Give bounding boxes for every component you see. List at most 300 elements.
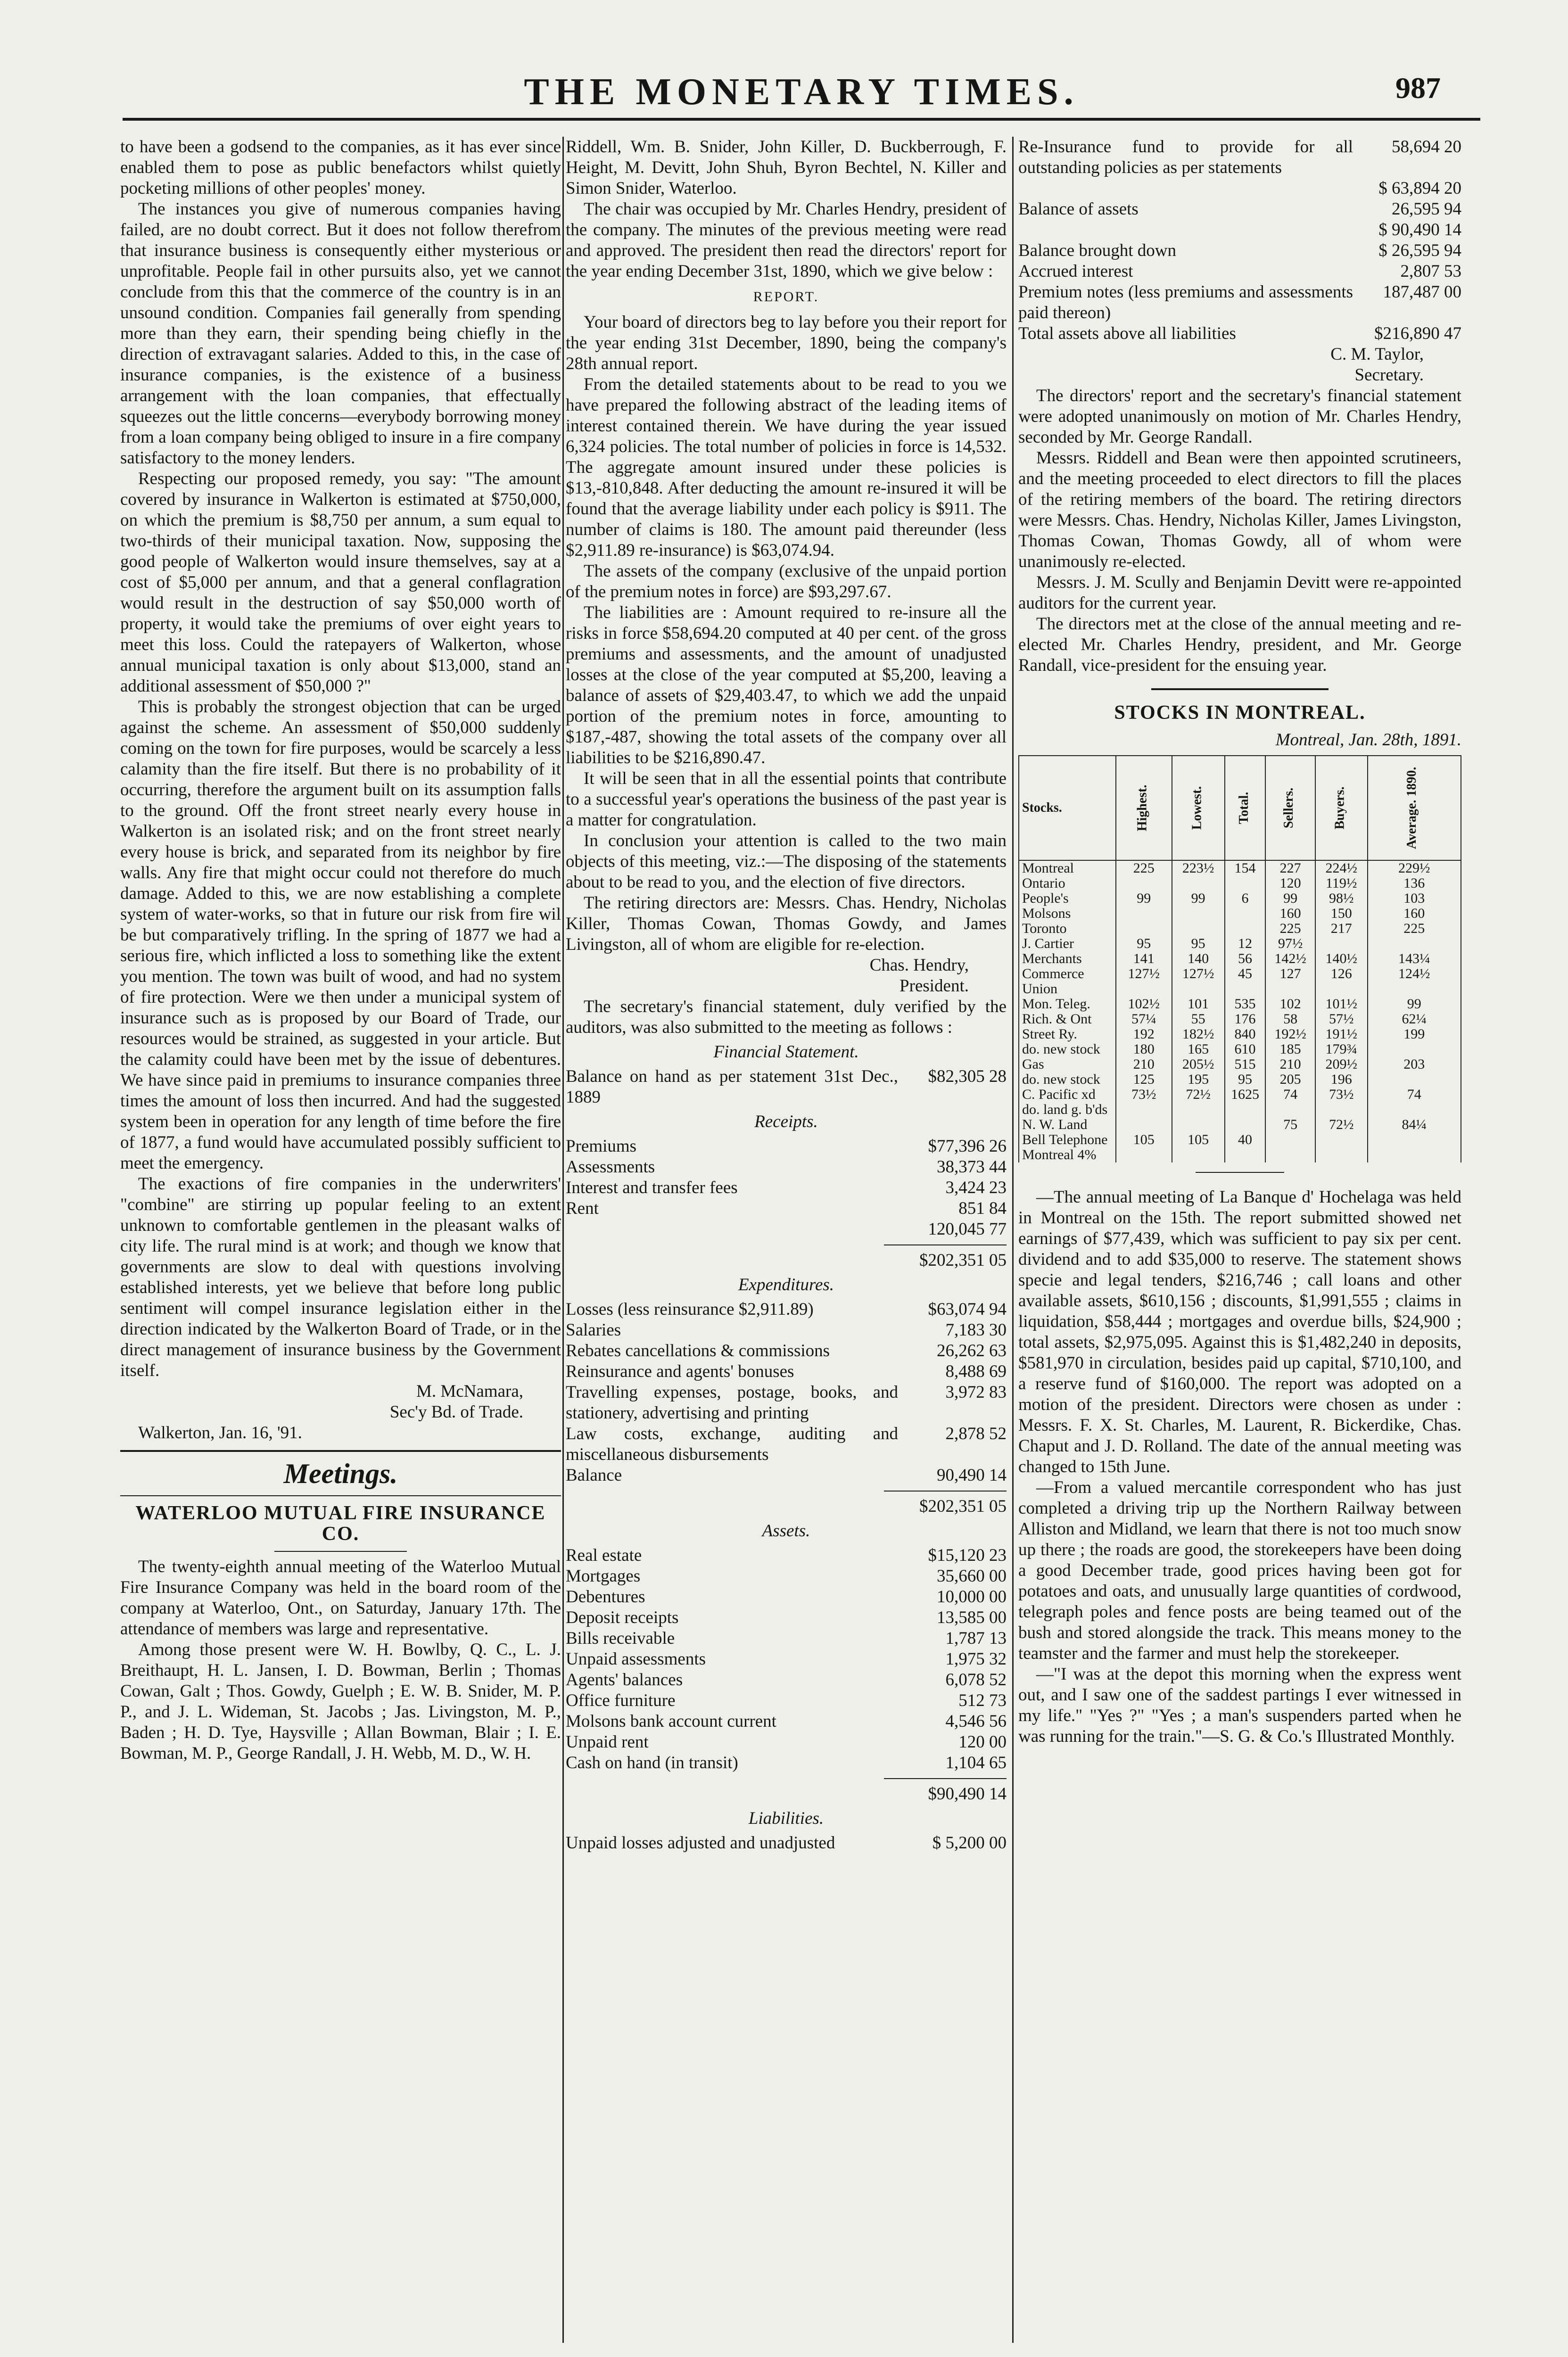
stock-name-cell: Gas bbox=[1019, 1057, 1116, 1072]
ledger-amount: $202,351 05 bbox=[919, 1497, 1007, 1516]
section-rule bbox=[1151, 688, 1329, 690]
ledger-amount: $90,490 14 bbox=[928, 1784, 1007, 1804]
ledger-label: Balance bbox=[566, 1466, 622, 1485]
ledger-label: Mortgages bbox=[566, 1566, 641, 1586]
stock-value-cell: 180 bbox=[1116, 1042, 1172, 1057]
stock-value-cell: 126 bbox=[1315, 966, 1368, 981]
stock-value-cell: 98½ bbox=[1315, 891, 1368, 906]
table-row bbox=[1019, 1012, 1461, 1027]
stock-value-cell: 229½ bbox=[1368, 860, 1461, 876]
stock-value-cell: 160 bbox=[1368, 906, 1461, 921]
stock-name-cell: Street Ry. bbox=[1019, 1027, 1116, 1042]
table-row bbox=[1019, 1027, 1461, 1042]
stock-value-cell: 225 bbox=[1116, 860, 1172, 876]
stock-name-cell: Montreal bbox=[1019, 860, 1116, 876]
stock-value-cell: 192½ bbox=[1265, 1027, 1315, 1042]
column-divider-1 bbox=[562, 137, 564, 2343]
stock-value-cell: 73½ bbox=[1315, 1087, 1368, 1102]
stock-value-cell bbox=[1315, 1147, 1368, 1162]
ledger-amount: 10,000 00 bbox=[937, 1587, 1007, 1607]
stocks-column-header-label: Sellers. bbox=[1281, 787, 1296, 829]
paragraph: The directors met at the close of the annual meeting and re-elected Mr. Charles Hendry, president, and Mr. George Randall, vice-president for the ensuing year. bbox=[1018, 614, 1461, 675]
ledger-line bbox=[566, 1607, 1007, 1628]
ledger-amount: 3,424 23 bbox=[945, 1178, 1007, 1197]
stock-value-cell: 209½ bbox=[1315, 1057, 1368, 1072]
stock-value-cell bbox=[1225, 981, 1266, 997]
ledger-amount: $63,074 94 bbox=[928, 1300, 1007, 1319]
stock-value-cell: 55 bbox=[1172, 1012, 1225, 1027]
ledger-amount: 13,585 00 bbox=[937, 1608, 1007, 1627]
table-row bbox=[1019, 1102, 1461, 1117]
ledger-label: Total assets above all liabilities bbox=[1018, 324, 1236, 343]
stock-value-cell: 205 bbox=[1265, 1072, 1315, 1087]
paragraph: The twenty-eighth annual meeting of the Waterloo Mutual Fire Insurance Company was held in the board room of the company at Waterloo, Ont., on Saturday, January 17th. The attendance of members was large and representative. bbox=[120, 1557, 561, 1639]
stocks-column-header-label: Lowest. bbox=[1189, 786, 1204, 830]
stocks-column-header-label: Buyers. bbox=[1332, 786, 1347, 830]
stocks-date: Montreal, Jan. 28th, 1891. bbox=[1275, 730, 1461, 750]
ledger-label: Bills receivable bbox=[566, 1629, 675, 1648]
stock-value-cell bbox=[1265, 1102, 1315, 1117]
stock-value-cell bbox=[1265, 1132, 1315, 1147]
ledger-rule bbox=[884, 1244, 1007, 1245]
ledger-amount: 58,694 20 bbox=[1392, 137, 1461, 157]
stock-name-cell: Commerce bbox=[1019, 966, 1116, 981]
ledger-amount: 2,807 53 bbox=[1400, 262, 1461, 281]
ledger-line bbox=[566, 1382, 1007, 1424]
paragraph: Messrs. J. M. Scully and Benjamin Devitt were re-appointed auditors for the current year. bbox=[1018, 573, 1461, 613]
paragraph: The assets of the company (exclusive of the unpaid portion of the premium notes in force) are $93,297.67. bbox=[566, 561, 1007, 602]
report-heading: REPORT. bbox=[753, 289, 819, 305]
stocks-column-header bbox=[1368, 756, 1461, 860]
stock-value-cell: 72½ bbox=[1315, 1117, 1368, 1132]
paragraph: From the detailed statements about to be read to you we have prepared the following abstract of the leading items of interest contained therein. We have during the year issued 6,324 policies. The total number of policies in force is 14,532. The aggregate amount insured under these policies is $13,-810,848. After deducting the amount re-insured it will be found that the average liability under each policy is $911. The number of claims is 180. The amount paid thereunder (less $2,911.89 re-insurance) is $63,074.94. bbox=[566, 375, 1007, 560]
paragraph: The instances you give of numerous companies having failed, are no doubt correct. But it does not follow therefrom that insurance business is consequently either mysterious or unprofitable. People fail in other pursuits also, yet we cannot conclude from this that the commerce of the country is in an unsound condition. Companies fail generally from spending more than they earn, their spending being chiefly in the direction of extravagant salaries. Added to this, in the case of insurance companies, is the existence of a business arrangement with the loan companies, that effectually squeezes out the little concerns—everybody borrowing money from a loan company being obliged to insure in a fire company satisfactory to the money lenders. bbox=[120, 199, 561, 468]
financial-statement-title: Financial Statement. bbox=[713, 1042, 859, 1062]
ledger-line bbox=[566, 1424, 1007, 1465]
stocks-column-header bbox=[1315, 756, 1368, 860]
stock-value-cell: 165 bbox=[1172, 1042, 1225, 1057]
assets-list bbox=[566, 1545, 1007, 1773]
section-rule bbox=[274, 1551, 407, 1552]
ledger-label bbox=[1018, 178, 1353, 199]
stock-value-cell: 120 bbox=[1265, 876, 1315, 891]
stock-value-cell bbox=[1172, 1117, 1225, 1132]
ledger-amount: $77,396 26 bbox=[928, 1137, 1007, 1156]
ledger-amount: 2,878 52 bbox=[945, 1424, 1007, 1443]
ledger-amount: 38,373 44 bbox=[937, 1157, 1007, 1177]
receipts-list bbox=[566, 1136, 1007, 1219]
table-row bbox=[1019, 876, 1461, 891]
stock-value-cell: 196 bbox=[1315, 1072, 1368, 1087]
liabilities-title: Liabilities. bbox=[748, 1809, 824, 1828]
ledger-line bbox=[1018, 199, 1461, 220]
stock-value-cell: 56 bbox=[1225, 951, 1266, 966]
ledger-line bbox=[566, 1361, 1007, 1382]
paragraph: The liabilities are : Amount required to re-insure all the risks in force $58,694.20 computed at 40 per cent. of the gross premiums and assessments, and the amount of unadjusted losses at the close of the year computed at $5,200, leaving a balance of assets of $29,403.47, to which we add the unpaid portion of the premium notes in force, amounting to $187,-487, showing the total assets of the company over all liabilities to be $216,890.47. bbox=[566, 603, 1007, 767]
stock-value-cell: 225 bbox=[1368, 921, 1461, 936]
ledger-amount: $ 90,490 14 bbox=[1378, 220, 1461, 239]
signature-name: Chas. Hendry, bbox=[869, 956, 969, 975]
stock-name-cell: Rich. & Ont bbox=[1019, 1012, 1116, 1027]
stock-value-cell: 101½ bbox=[1315, 997, 1368, 1012]
ledger-label: Salaries bbox=[566, 1320, 621, 1340]
stock-value-cell bbox=[1172, 876, 1225, 891]
stock-value-cell: 105 bbox=[1172, 1132, 1225, 1147]
stock-value-cell: 84¼ bbox=[1368, 1117, 1461, 1132]
stocks-column-header-label: Stocks. bbox=[1022, 800, 1062, 815]
stock-value-cell bbox=[1368, 1132, 1461, 1147]
stock-name-cell: Bell Telephone bbox=[1019, 1132, 1116, 1147]
stock-value-cell bbox=[1368, 1072, 1461, 1087]
ledger-line bbox=[566, 1711, 1007, 1732]
stock-name-cell: J. Cartier bbox=[1019, 936, 1116, 951]
ledger-amount: 3,972 83 bbox=[945, 1383, 1007, 1402]
stock-name-cell: People's bbox=[1019, 891, 1116, 906]
stock-value-cell: 205½ bbox=[1172, 1057, 1225, 1072]
ledger-line bbox=[566, 1136, 1007, 1157]
ledger-label: Rent bbox=[566, 1199, 599, 1218]
stock-value-cell: 127½ bbox=[1172, 966, 1225, 981]
paragraph: Among those present were W. H. Bowlby, Q. C., L. J. Breithaupt, H. L. Jansen, I. D. Bowman, Berlin ; Thomas Cowan, Galt ; Thos. Gowdy, Guelph ; E. W. B. Snider, M. P. P., and J. L. Wideman, St. Jacobs ; Jas. Livingston, M. P., Baden ; H. D. Tye, Haysville ; Allan Bowman, Blair ; I. E. Bowman, M. P., George Randall, J. H. Webb, M. D., W. H. bbox=[120, 1640, 561, 1763]
table-row bbox=[1019, 1147, 1461, 1162]
stocks-column-header bbox=[1019, 756, 1116, 860]
stock-value-cell: 199 bbox=[1368, 1027, 1461, 1042]
stock-value-cell: 74 bbox=[1368, 1087, 1461, 1102]
stock-value-cell bbox=[1315, 1132, 1368, 1147]
stock-name-cell: Montreal 4% bbox=[1019, 1147, 1116, 1162]
stock-value-cell: 99 bbox=[1265, 891, 1315, 906]
table-row bbox=[1019, 1057, 1461, 1072]
ledger-amount: 120 00 bbox=[958, 1732, 1007, 1752]
stock-value-cell bbox=[1172, 981, 1225, 997]
paragraph: —"I was at the depot this morning when the express went out, and I saw one of the saddest partings I ever witnessed in my life." "Yes ?" "Yes ; a man's suspenders parted when he was running for the train."—S. G. & Co.'s Illustrated Monthly. bbox=[1018, 1665, 1461, 1746]
ledger-total bbox=[566, 1250, 1007, 1271]
stock-name-cell: do. land g. b'ds bbox=[1019, 1102, 1116, 1117]
paragraph: The retiring directors are: Messrs. Chas. Hendry, Nicholas Killer, Thomas Cowan, Thomas Gowdy, and James Livingston, all of whom are eligible for re-election. bbox=[566, 893, 1007, 954]
ledger-amount: $ 26,595 94 bbox=[1378, 241, 1461, 260]
ledger-amount: 120,045 77 bbox=[928, 1220, 1007, 1239]
stock-value-cell: 143¼ bbox=[1368, 951, 1461, 966]
stock-value-cell: 102 bbox=[1265, 997, 1315, 1012]
stock-value-cell bbox=[1225, 1147, 1266, 1162]
stock-value-cell: 140½ bbox=[1315, 951, 1368, 966]
ledger-amount: 6,078 52 bbox=[945, 1670, 1007, 1689]
ledger-line bbox=[566, 1545, 1007, 1566]
table-row bbox=[1019, 891, 1461, 906]
ledger-line bbox=[566, 1753, 1007, 1773]
stock-value-cell: 179¾ bbox=[1315, 1042, 1368, 1057]
stocks-column-header-label: Total. bbox=[1236, 791, 1251, 824]
ledger-amount: 1,787 13 bbox=[945, 1629, 1007, 1648]
table-row bbox=[1019, 1117, 1461, 1132]
stock-value-cell bbox=[1225, 906, 1266, 921]
stocks-column-header-label: Average. 1890. bbox=[1404, 766, 1419, 849]
ledger-amount: 26,262 63 bbox=[937, 1341, 1007, 1360]
stock-value-cell: 1625 bbox=[1225, 1087, 1266, 1102]
stocks-column-header bbox=[1265, 756, 1315, 860]
ledger-line bbox=[566, 1198, 1007, 1219]
ledger-line bbox=[566, 1320, 1007, 1341]
ledger-line bbox=[566, 1587, 1007, 1607]
stocks-column-header bbox=[1172, 756, 1225, 860]
stock-value-cell bbox=[1225, 1102, 1266, 1117]
stock-name-cell: Merchants bbox=[1019, 951, 1116, 966]
stock-name-cell: Ontario bbox=[1019, 876, 1116, 891]
ledger-label: Premium notes (less premiums and assessments paid thereon) bbox=[1018, 282, 1353, 322]
table-row bbox=[1019, 1042, 1461, 1057]
ledger-label: Unpaid assessments bbox=[566, 1649, 706, 1669]
ledger-amount: 4,546 56 bbox=[945, 1712, 1007, 1731]
signature-name: M. McNamara, bbox=[416, 1382, 523, 1401]
table-row bbox=[1019, 1072, 1461, 1087]
ledger-label: Balance brought down bbox=[1018, 241, 1176, 260]
receipts-title: Receipts. bbox=[754, 1112, 818, 1131]
section-heading: Meetings. bbox=[283, 1458, 398, 1489]
stock-value-cell: 224½ bbox=[1315, 860, 1368, 876]
stock-name-cell: do. new stock bbox=[1019, 1072, 1116, 1087]
ledger-line bbox=[566, 1628, 1007, 1649]
ledger-label: Real estate bbox=[566, 1546, 642, 1565]
paragraph: It will be seen that in all the essential points that contribute to a successful year's operations the business of the past year is a matter for congratulation. bbox=[566, 769, 1007, 830]
stock-value-cell bbox=[1172, 1147, 1225, 1162]
stock-value-cell bbox=[1172, 1102, 1225, 1117]
stock-value-cell: 45 bbox=[1225, 966, 1266, 981]
stock-value-cell: 75 bbox=[1265, 1117, 1315, 1132]
ledger-label: Interest and transfer fees bbox=[566, 1178, 738, 1197]
stock-value-cell bbox=[1225, 921, 1266, 936]
ledger-amount: $82,305 28 bbox=[928, 1067, 1007, 1086]
masthead-title: THE MONETARY TIMES. bbox=[524, 71, 1079, 113]
ledger-amount: 1,975 32 bbox=[945, 1649, 1007, 1669]
table-row bbox=[1019, 997, 1461, 1012]
paragraph: —The annual meeting of La Banque d' Hochelaga was held in Montreal on the 15th. The report submitted showed net earnings of $77,439, which was sufficient to pay six per cent. dividend and to add $35,000 to reserve. The statement shows specie and legal tenders, $216,746 ; call loans and other available assets, $610,156 ; discounts, $1,991,555 ; claims in liquidation, $58,444 ; mortgages and overdue bills, $24,900 ; total assets, $2,975,095. Against this is $1,482,240 in deposits, $581,970 in circulation, besides paid up capital, $710,100, and a reserve fund of $160,000. The report was adopted on a motion of the president. Directors were chosen as under : Messrs. F. X. St. Charles, M. Laurent, R. Bickerdike, Chas. Chaput and J. D. Rolland. The date of the annual meeting was changed to 15th June. bbox=[1018, 1187, 1461, 1476]
ledger-line bbox=[566, 1157, 1007, 1178]
stock-value-cell: 102½ bbox=[1116, 997, 1172, 1012]
stock-value-cell bbox=[1225, 1117, 1266, 1132]
section-rule bbox=[120, 1450, 561, 1452]
stocks-column-header bbox=[1116, 756, 1172, 860]
ledger-amount: 851 84 bbox=[958, 1199, 1007, 1218]
stock-value-cell: 57¼ bbox=[1116, 1012, 1172, 1027]
stock-value-cell bbox=[1315, 981, 1368, 997]
stock-value-cell: 203 bbox=[1368, 1057, 1461, 1072]
column-2 bbox=[566, 137, 1007, 1854]
ledger-label: Losses (less reinsurance $2,911.89) bbox=[566, 1300, 814, 1319]
stock-value-cell bbox=[1315, 1102, 1368, 1117]
stock-value-cell: 160 bbox=[1265, 906, 1315, 921]
stock-value-cell: 6 bbox=[1225, 891, 1266, 906]
stock-value-cell: 127 bbox=[1265, 966, 1315, 981]
ledger-line bbox=[1018, 323, 1461, 344]
table-row bbox=[1019, 921, 1461, 936]
ledger-label: Unpaid losses adjusted and unadjusted bbox=[566, 1833, 835, 1853]
ledger-label: Travelling expenses, postage, books, and stationery, advertising and printing bbox=[566, 1383, 898, 1423]
ledger-amount: 512 73 bbox=[958, 1691, 1007, 1710]
ledger-label: Assessments bbox=[566, 1157, 655, 1177]
stock-name-cell: C. Pacific xd bbox=[1019, 1087, 1116, 1102]
ledger-label: Rebates cancellations & commissions bbox=[566, 1341, 830, 1360]
stocks-column-header-label: Highest. bbox=[1135, 784, 1150, 832]
stock-value-cell bbox=[1116, 876, 1172, 891]
stock-name-cell: Molsons bbox=[1019, 906, 1116, 921]
stock-value-cell: 99 bbox=[1172, 891, 1225, 906]
ledger-label: Agents' balances bbox=[566, 1670, 683, 1689]
stocks-body bbox=[1019, 860, 1461, 1162]
stock-value-cell: 192 bbox=[1116, 1027, 1172, 1042]
stocks-column-header bbox=[1225, 756, 1266, 860]
stock-name-cell: Union bbox=[1019, 981, 1116, 997]
stock-value-cell: 97½ bbox=[1265, 936, 1315, 951]
paragraph: Riddell, Wm. B. Snider, John Killer, D. Buckberrough, F. Height, M. Devitt, John Shuh, Byron Bechtel, N. Killer and Simon Snider, Waterloo. bbox=[566, 137, 1007, 198]
paragraph: The chair was occupied by Mr. Charles Hendry, president of the company. The minutes of the previous meeting were read and approved. The president then read the directors' report for the year ending December 31st, 1890, which we give below : bbox=[566, 199, 1007, 281]
signature-name: C. M. Taylor, bbox=[1330, 345, 1424, 364]
assets-title: Assets. bbox=[762, 1521, 810, 1541]
ledger-line bbox=[566, 1670, 1007, 1690]
stock-value-cell: 103 bbox=[1368, 891, 1461, 906]
ledger-line bbox=[566, 1341, 1007, 1361]
stock-value-cell: 210 bbox=[1116, 1057, 1172, 1072]
stock-value-cell: 57½ bbox=[1315, 1012, 1368, 1027]
paragraph: The directors' report and the secretary's financial statement were adopted unanimously on motion of Mr. Charles Hendry, seconded by Mr. George Randall. bbox=[1018, 386, 1461, 447]
table-row bbox=[1019, 906, 1461, 921]
stock-value-cell: 150 bbox=[1315, 906, 1368, 921]
stocks-table bbox=[1018, 755, 1461, 1162]
stock-value-cell: 72½ bbox=[1172, 1087, 1225, 1102]
stock-value-cell: 124½ bbox=[1368, 966, 1461, 981]
column-3 bbox=[1018, 137, 1461, 1747]
ledger-label: Unpaid rent bbox=[566, 1732, 649, 1752]
stock-value-cell: 142½ bbox=[1265, 951, 1315, 966]
stock-value-cell: 74 bbox=[1265, 1087, 1315, 1102]
ledger-line bbox=[566, 1732, 1007, 1753]
table-row bbox=[1019, 1087, 1461, 1102]
stock-value-cell: 227 bbox=[1265, 860, 1315, 876]
table-row bbox=[1019, 981, 1461, 997]
ledger-amount: 8,488 69 bbox=[945, 1362, 1007, 1381]
stock-value-cell: 154 bbox=[1225, 860, 1266, 876]
ledger-rule bbox=[884, 1491, 1007, 1492]
ledger-label: Debentures bbox=[566, 1587, 645, 1607]
liabilities-continued bbox=[1018, 137, 1461, 344]
stock-value-cell bbox=[1116, 1102, 1172, 1117]
ledger-label: Balance on hand as per statement 31st Dec., 1889 bbox=[566, 1067, 898, 1107]
stock-value-cell: 12 bbox=[1225, 936, 1266, 951]
ledger-amount: 90,490 14 bbox=[937, 1466, 1007, 1485]
stock-value-cell bbox=[1172, 921, 1225, 936]
stocks-title: STOCKS IN MONTREAL. bbox=[1114, 702, 1366, 724]
ledger-line bbox=[566, 1178, 1007, 1198]
stock-name-cell: do. new stock bbox=[1019, 1042, 1116, 1057]
ledger-amount: $ 5,200 00 bbox=[932, 1833, 1007, 1853]
stock-value-cell: 95 bbox=[1116, 936, 1172, 951]
stock-value-cell: 140 bbox=[1172, 951, 1225, 966]
stock-value-cell: 225 bbox=[1265, 921, 1315, 936]
stock-value-cell: 99 bbox=[1116, 891, 1172, 906]
ledger-label: Balance of assets bbox=[1018, 199, 1139, 219]
stock-value-cell: 136 bbox=[1368, 876, 1461, 891]
table-row bbox=[1019, 936, 1461, 951]
signature-title: Secretary. bbox=[1354, 365, 1424, 385]
stocks-header-row bbox=[1019, 756, 1461, 860]
ledger-line bbox=[1018, 178, 1461, 199]
ledger-amount: $202,351 05 bbox=[919, 1251, 1007, 1270]
stock-value-cell bbox=[1265, 1147, 1315, 1162]
ledger-total bbox=[566, 1784, 1007, 1805]
ledger-line bbox=[566, 1649, 1007, 1670]
ledger-line bbox=[1018, 220, 1461, 240]
ledger-line bbox=[1018, 240, 1461, 261]
stock-value-cell: 58 bbox=[1265, 1012, 1315, 1027]
stock-value-cell: 223½ bbox=[1172, 860, 1225, 876]
ledger-label: Reinsurance and agents' bonuses bbox=[566, 1362, 794, 1381]
stock-value-cell: 40 bbox=[1225, 1132, 1266, 1147]
table-row bbox=[1019, 860, 1461, 876]
stock-value-cell bbox=[1116, 1117, 1172, 1132]
ledger-amount: $216,890 47 bbox=[1374, 324, 1461, 343]
column-divider-2 bbox=[1012, 137, 1014, 2343]
signature-title: Sec'y Bd. of Trade. bbox=[389, 1402, 523, 1422]
table-row bbox=[1019, 951, 1461, 966]
ledger-amount: 7,183 30 bbox=[945, 1320, 1007, 1340]
stock-value-cell bbox=[1368, 1042, 1461, 1057]
stock-value-cell: 217 bbox=[1315, 921, 1368, 936]
stock-value-cell: 610 bbox=[1225, 1042, 1266, 1057]
ledger-line bbox=[1018, 261, 1461, 282]
stock-value-cell: 185 bbox=[1265, 1042, 1315, 1057]
stock-name-cell: Toronto bbox=[1019, 921, 1116, 936]
ledger-label: Molsons bank account current bbox=[566, 1712, 776, 1731]
paragraph: In conclusion your attention is called to the two main objects of this meeting, viz.:—The disposing of the statements about to be read to you, and the election of five directors. bbox=[566, 831, 1007, 892]
ledger-amount: 35,660 00 bbox=[937, 1566, 1007, 1586]
stock-value-cell bbox=[1315, 936, 1368, 951]
stock-value-cell: 99 bbox=[1368, 997, 1461, 1012]
ledger-label: Cash on hand (in transit) bbox=[566, 1753, 738, 1772]
stock-value-cell: 73½ bbox=[1116, 1087, 1172, 1102]
ledger-line bbox=[566, 1690, 1007, 1711]
ledger-label: Deposit receipts bbox=[566, 1608, 679, 1627]
section-rule bbox=[120, 1495, 561, 1496]
top-rule bbox=[123, 118, 1480, 121]
stock-value-cell: 101 bbox=[1172, 997, 1225, 1012]
stock-value-cell: 141 bbox=[1116, 951, 1172, 966]
paragraph: —From a valued mercantile correspondent who has just completed a driving trip up the Northern Railway between Alliston and Midland, we learn that there is not too much snow up there ; the roads are good, the storekeepers have been doing a good December trade, good prices having been got for potatoes and oats, and unusually large quantities of cordwood, telegraph poles and fence posts are being teamed out of the bush and stored alongside the track. This means money to the teamster and the farmer and must help the storekeeper. bbox=[1018, 1478, 1461, 1663]
stock-value-cell bbox=[1225, 876, 1266, 891]
stock-value-cell bbox=[1368, 936, 1461, 951]
stock-value-cell: 125 bbox=[1116, 1072, 1172, 1087]
paragraph: Respecting our proposed remedy, you say: "The amount covered by insurance in Walkerton is estimated at $750,000, on which the premium is $8,750 per annum, a sum equal to two-thirds of their municipal taxation. Now, supposing the good people of Walkerton would insure themselves, say at a cost of $5,000 per annum, and that a general conflagration would result in the destruction of say $50,000 worth of property, it would take the premiums of over eight years to meet this loss. Could the ratepayers of Walkerton, whose annual municipal taxation is only about $13,000, stand an additional assessment of $50,000 ?" bbox=[120, 469, 561, 696]
stock-value-cell bbox=[1116, 921, 1172, 936]
ledger-label: Re-Insurance fund to provide for all outstanding policies as per statements bbox=[1018, 137, 1353, 177]
ledger-label: Law costs, exchange, auditing and miscellaneous disbursements bbox=[566, 1424, 898, 1464]
ledger-line bbox=[566, 1566, 1007, 1587]
ledger-rule bbox=[884, 1778, 1007, 1779]
ledger-label: Premiums bbox=[566, 1137, 637, 1156]
paragraph: The secretary's financial statement, duly verified by the auditors, was also submitted to the meeting as follows : bbox=[566, 997, 1007, 1037]
expenditures-list bbox=[566, 1299, 1007, 1486]
ledger-label: Accrued interest bbox=[1018, 262, 1133, 281]
stock-value-cell: 210 bbox=[1265, 1057, 1315, 1072]
stock-value-cell: 191½ bbox=[1315, 1027, 1368, 1042]
ledger-total bbox=[566, 1496, 1007, 1517]
stock-value-cell: 95 bbox=[1172, 936, 1225, 951]
ledger-line bbox=[566, 1299, 1007, 1320]
stock-value-cell: 195 bbox=[1172, 1072, 1225, 1087]
ledger-line bbox=[566, 1066, 1007, 1108]
ledger-amount: 187,487 00 bbox=[1383, 282, 1461, 302]
stock-name-cell: N. W. Land bbox=[1019, 1117, 1116, 1132]
article-title: WATERLOO MUTUAL FIRE INSURANCE CO. bbox=[135, 1502, 546, 1545]
stock-value-cell: 127½ bbox=[1116, 966, 1172, 981]
